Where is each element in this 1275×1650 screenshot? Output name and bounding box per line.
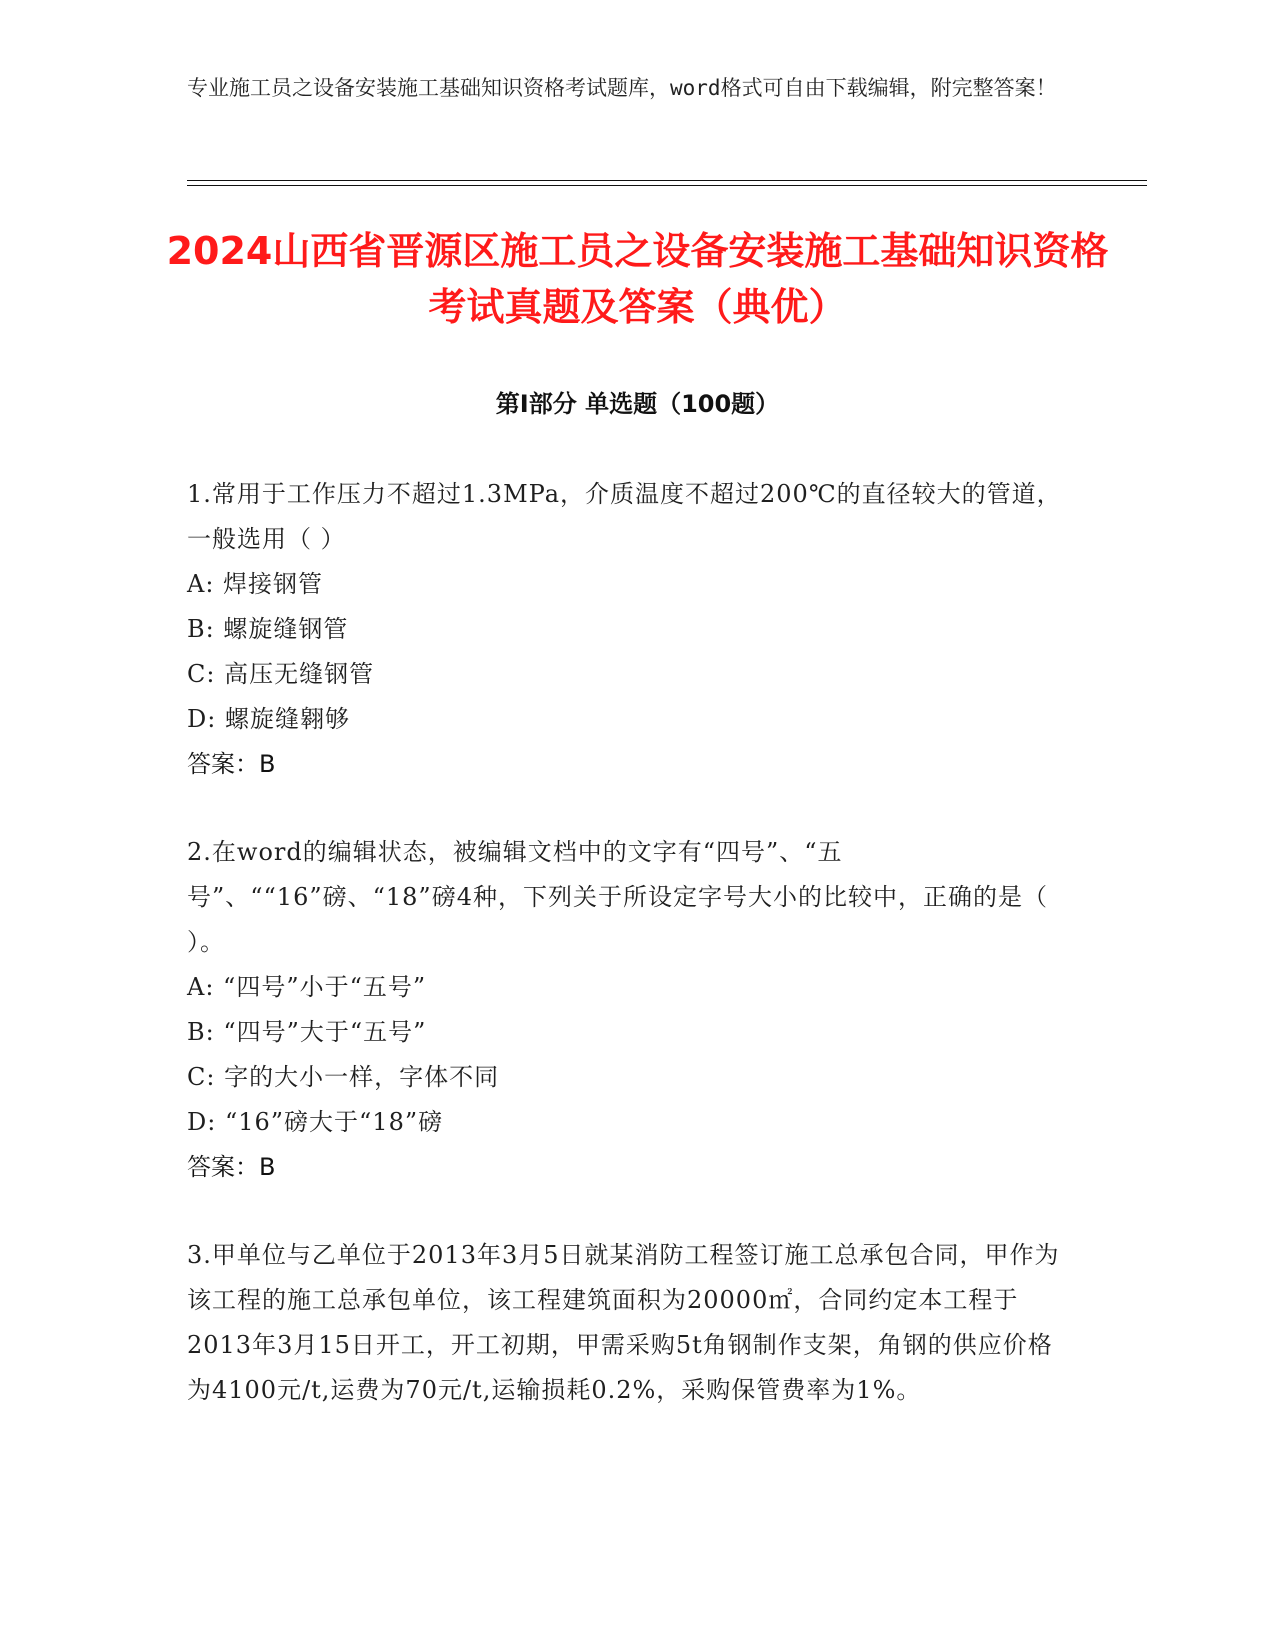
option-b: B: “四号”大于“五号” [187, 1018, 427, 1046]
question-2 [187, 830, 1067, 1190]
header-rule-top [187, 180, 1147, 181]
question-stem: 2.在word的编辑状态，被编辑文档中的文字有“四号”、“五号”、““16”磅、“18”磅4种，下列关于所设定字号大小的比较中，正确的是（ ）。 [187, 838, 1048, 956]
question-1 [187, 472, 1067, 787]
option-a: A: 焊接钢管 [187, 570, 324, 598]
question-list [187, 472, 1067, 1456]
option-d: D: “16”磅大于“18”磅 [187, 1108, 444, 1136]
answer: 答案：B [187, 750, 276, 778]
option-c: C: 高压无缝钢管 [187, 660, 375, 688]
option-d: D: 螺旋缝翱够 [187, 705, 350, 733]
header-rule-bottom [187, 185, 1147, 186]
answer: 答案：B [187, 1153, 276, 1181]
option-a: A: “四号”小于“五号” [187, 973, 427, 1001]
section-title: 第Ⅰ部分 单选题（100题） [495, 390, 780, 418]
question-stem: 3.甲单位与乙单位于2013年3月5日就某消防工程签订施工总承包合同，甲作为该工程的施工总承包单位，该工程建筑面积为20000㎡，合同约定本工程于2013年3月15日开工，开工初期，甲需采购5t角钢制作支架，角钢的供应价格为4100元/t,运费为70元/t,运输损耗0.2%，采购保管费率为1%。 [187, 1241, 1060, 1404]
option-b: B: 螺旋缝钢管 [187, 615, 349, 643]
option-c: C: 字的大小一样，字体不同 [187, 1063, 500, 1091]
question-stem: 1.常用于工作压力不超过1.3MPa，介质温度不超过200℃的直径较大的管道，一般选用（ ） [187, 480, 1062, 553]
document-title: 2024山西省晋源区施工员之设备安装施工基础知识资格考试真题及答案（典优） [166, 229, 1109, 329]
header-note: 专业施工员之设备安装施工基础知识资格考试题库，word格式可自由下载编辑，附完整答案！ [187, 76, 1057, 100]
question-3 [187, 1233, 1067, 1413]
